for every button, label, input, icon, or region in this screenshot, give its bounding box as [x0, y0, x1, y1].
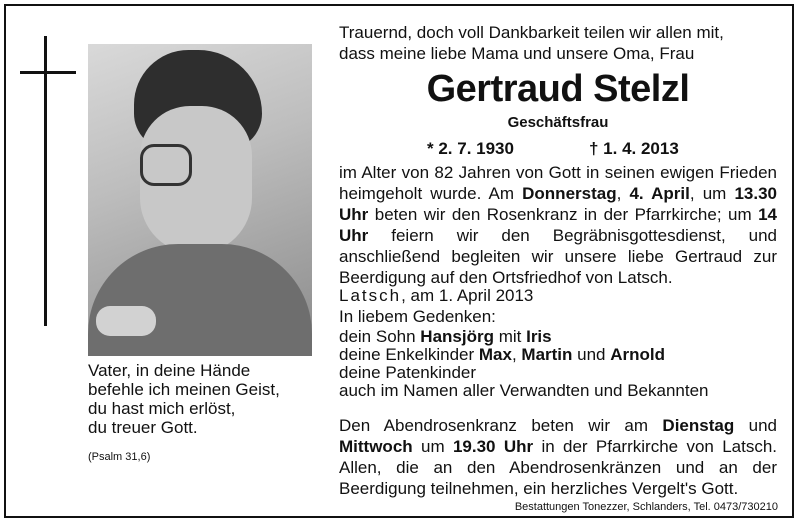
- profession: Geschäftsfrau: [507, 114, 609, 131]
- psalm-reference: (Psalm 31,6): [88, 451, 151, 463]
- photo-glasses: [140, 144, 252, 184]
- family-list: [339, 328, 777, 400]
- family-line: deine Enkelkinder Max, Martin und Arnold: [339, 345, 665, 364]
- funeral-details: im Alter von 82 Jahren von Gott in seinen ewigen Frieden heimgeholt wurde. Am Donnerstag, 4. April, um 13.30 Uhr beten wir den Rosenkranz in der Pfarrkirche; um 14 Uhr feiern wir den Begräbnisgottesdienst, und anschließend begleiten wir unsere liebe Gertraud zur Beerdigung auf den Ortsfriedhof von Latsch.: [339, 163, 778, 287]
- cross-icon: [44, 36, 47, 326]
- verse-line: befehle ich meinen Geist,: [88, 380, 280, 399]
- family-line: dein Sohn Hansjörg mit Iris: [339, 327, 552, 346]
- intro-line: dass meine liebe Mama und unsere Oma, Frau: [339, 44, 695, 63]
- death-date: † 1. 4. 2013: [589, 139, 679, 158]
- intro-line: Trauernd, doch voll Dankbarkeit teilen wir allen mit,: [339, 23, 724, 42]
- family-line: auch im Namen aller Verwandten und Bekannten: [339, 381, 709, 400]
- family-line: deine Patenkinder: [339, 363, 477, 382]
- undertaker-info: Bestattungen Tonezzer, Schlanders, Tel. 0473/730210: [514, 501, 778, 513]
- memory-heading: In liebem Gedenken:: [339, 307, 496, 326]
- birth-date: * 2. 7. 1930: [427, 139, 514, 158]
- verse-line: du hast mich erlöst,: [88, 399, 236, 418]
- evening-rosary: Den Abendrosenkranz beten wir am Dienstag und Mittwoch um 19.30 Uhr in der Pfarrkirche von Latsch. Allen, die an den Abendrosenkränzen und an der Beerdigung teilnehmen, ein herzliches Vergelt's Gott.: [339, 416, 777, 498]
- verse-line: Vater, in deine Hände: [88, 361, 251, 380]
- portrait-photo: [88, 44, 312, 356]
- bible-verse: [88, 361, 280, 437]
- photo-hand: [96, 306, 156, 336]
- deceased-name: Gertraud Stelzl: [426, 68, 690, 110]
- place-date: Latsch, am 1. April 2013: [339, 286, 534, 305]
- cross-icon-bar: [20, 71, 76, 74]
- intro-text: [339, 22, 777, 64]
- photo-body: [88, 244, 312, 356]
- verse-line: du treuer Gott.: [88, 418, 198, 437]
